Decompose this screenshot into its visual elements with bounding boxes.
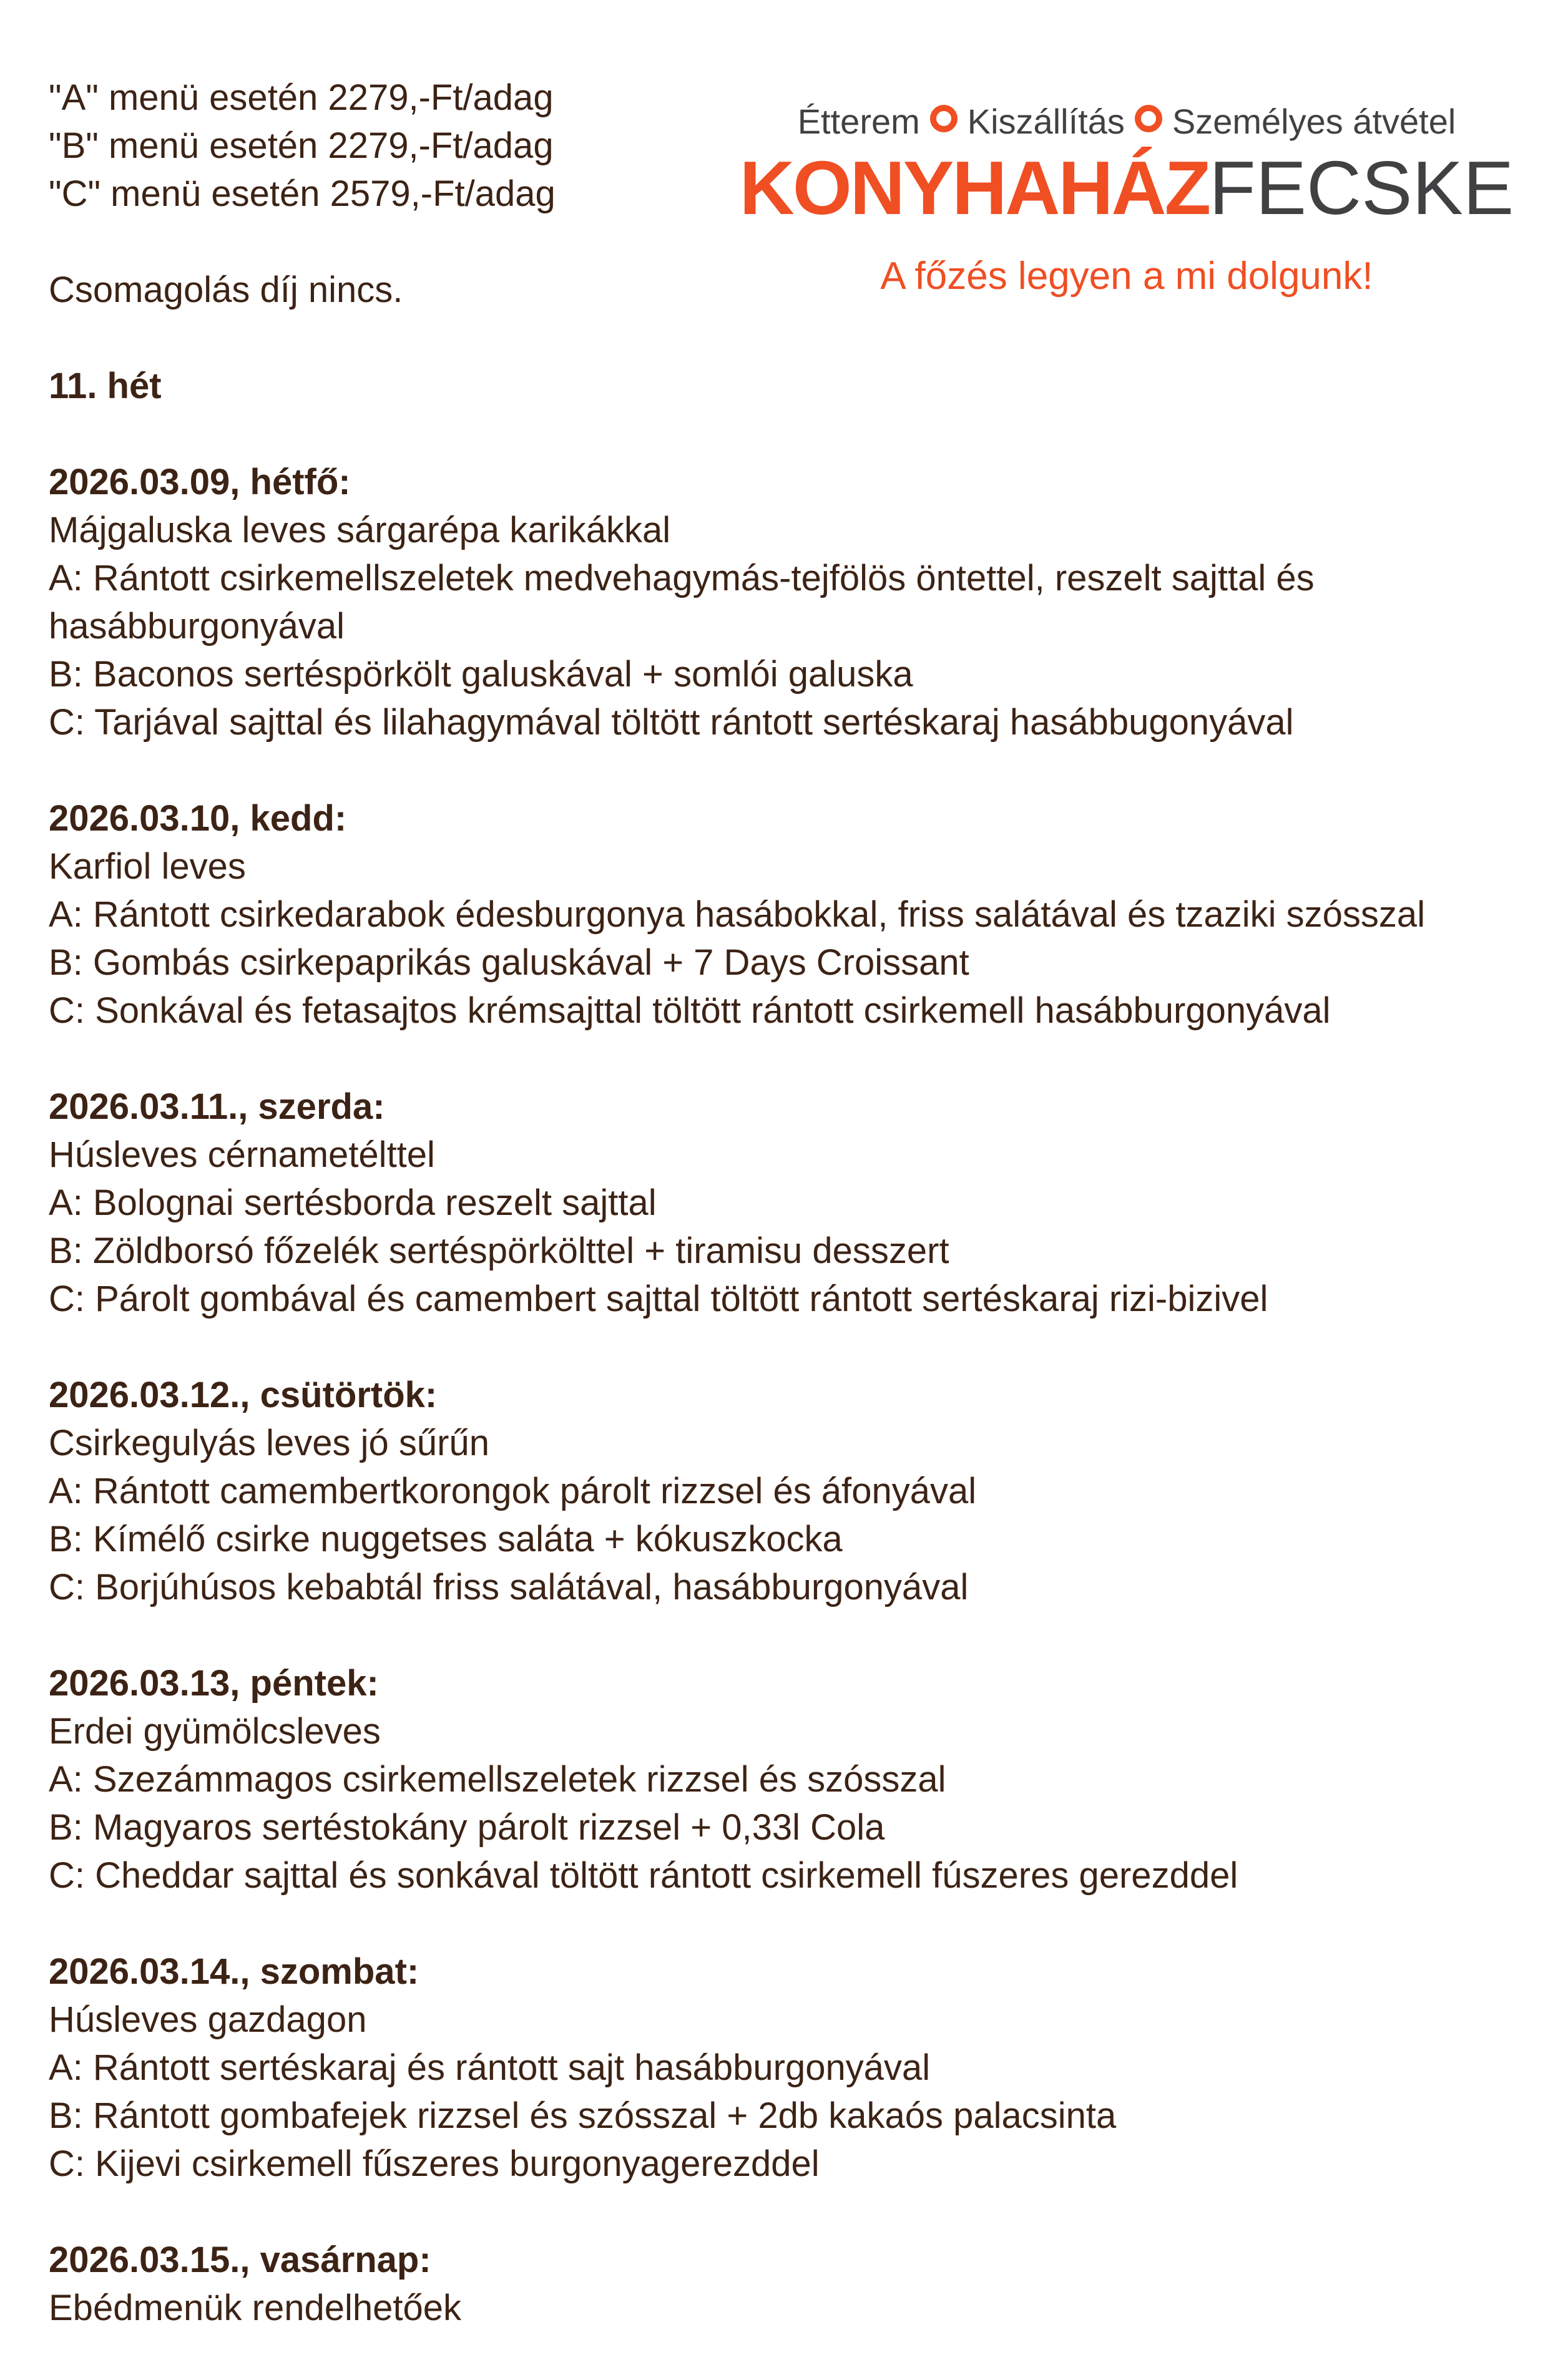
menu-flyer-content bbox=[49, 74, 1503, 2380]
day-date-heading: 2026.03.13, péntek: bbox=[49, 1663, 379, 1704]
day-date-heading: 2026.03.15., vasárnap: bbox=[49, 2240, 431, 2280]
price-list bbox=[49, 74, 1503, 218]
menu-item-line: A: Rántott csirkedarabok édesburgonya hasábokkal, friss salátával és tzaziki szósszal bbox=[49, 894, 1426, 935]
menu-item-line: C: Tarjával sajttal és lilahagymával töltött rántott sertéskaraj hasábbugonyával bbox=[49, 702, 1294, 743]
brand-primary-text: KONYHAHÁZ bbox=[739, 145, 1210, 230]
menu-item-line: Karfiol leves bbox=[49, 846, 246, 887]
menu-item-line: Csirkegulyás leves jó sűrűn bbox=[49, 1423, 489, 1463]
week-label: 11. hét bbox=[49, 366, 162, 406]
menu-item-line: Húsleves gazdagon bbox=[49, 1999, 367, 2040]
menu-item-line: C: Borjúhúsos kebabtál friss salátával, hasábburgonyával bbox=[49, 1567, 969, 1607]
menu-days bbox=[49, 458, 1503, 2332]
service-label-etterem: Étterem bbox=[797, 102, 920, 141]
menu-item-line: B: Rántott gombafejek rizzsel és szósszal + 2db kakaós palacsinta bbox=[49, 2095, 1117, 2136]
day-block bbox=[49, 1948, 1503, 2188]
day-block bbox=[49, 458, 1503, 746]
brand-tagline: A főzés legyen a mi dolgunk! bbox=[880, 255, 1373, 298]
day-block bbox=[49, 794, 1503, 1035]
menu-item-line: A: Bolognai sertésborda reszelt sajttal bbox=[49, 1183, 657, 1223]
menu-item-line: B: Baconos sertéspörkölt galuskával + somlói galuska bbox=[49, 654, 913, 695]
menu-item-line: A: Rántott sertéskaraj és rántott sajt hasábburgonyával bbox=[49, 2047, 931, 2088]
menu-item-line: A: Rántott csirkemellszeletek medvehagymás-tejfölös öntettel, reszelt sajttal és hasábburgonyával bbox=[49, 558, 1315, 646]
day-date-heading: 2026.03.14., szombat: bbox=[49, 1951, 419, 1992]
day-block bbox=[49, 1083, 1503, 1323]
price-line-b: "B" menü esetén 2279,-Ft/adag bbox=[49, 125, 554, 166]
menu-item-line: Erdei gyümölcsleves bbox=[49, 1711, 381, 1752]
menu-item-line: Májgaluska leves sárgarépa karikákkal bbox=[49, 510, 671, 550]
menu-item-line: Húsleves cérnametélttel bbox=[49, 1134, 435, 1175]
day-block bbox=[49, 1371, 1503, 1611]
menu-item-line: C: Sonkával és fetasajtos krémsajttal töltött rántott csirkemell hasábburgonyával bbox=[49, 990, 1331, 1031]
menu-item-line: A: Rántott camembertkorongok párolt rizzsel és áfonyával bbox=[49, 1471, 977, 1511]
menu-item-line: C: Kijevi csirkemell fűszeres burgonyagerezddel bbox=[49, 2143, 820, 2184]
menu-item-line: B: Gombás csirkepaprikás galuskával + 7 Days Croissant bbox=[49, 942, 969, 983]
day-block bbox=[49, 2236, 1503, 2332]
packaging-note: Csomagolás díj nincs. bbox=[49, 270, 403, 310]
service-label-kiszallitas: Kiszállítás bbox=[967, 102, 1125, 141]
menu-item-line: C: Cheddar sajttal és sonkával töltött rántott csirkemell fúszeres gerezddel bbox=[49, 1855, 1238, 1896]
price-line-c: "C" menü esetén 2579,-Ft/adag bbox=[49, 173, 556, 214]
day-date-heading: 2026.03.12., csütörtök: bbox=[49, 1375, 438, 1415]
menu-item-line: B: Zöldborsó főzelék sertéspörkölttel + tiramisu desszert bbox=[49, 1231, 949, 1271]
menu-item-line: B: Magyaros sertéstokány párolt rizzsel + 0,33l Cola bbox=[49, 1807, 885, 1848]
day-date-heading: 2026.03.10, kedd: bbox=[49, 798, 347, 839]
service-label-szemelyes-atvetel: Személyes átvétel bbox=[1172, 102, 1456, 141]
day-date-heading: 2026.03.11., szerda: bbox=[49, 1086, 385, 1127]
day-date-heading: 2026.03.09, hétfő: bbox=[49, 462, 351, 502]
day-block bbox=[49, 1659, 1503, 1900]
brand-secondary-text: FECSKE bbox=[1209, 145, 1514, 230]
price-line-a: "A" menü esetén 2279,-Ft/adag bbox=[49, 77, 554, 118]
menu-item-line: C: Párolt gombával és camembert sajttal töltött rántott sertéskaraj rizi-bizivel bbox=[49, 1279, 1268, 1319]
menu-item-line: A: Szezámmagos csirkemellszeletek rizzsel és szósszal bbox=[49, 1759, 946, 1800]
menu-item-line: B: Kímélő csirke nuggetses saláta + kókuszkocka bbox=[49, 1519, 843, 1559]
menu-item-line: Ebédmenük rendelhetőek bbox=[49, 2288, 462, 2328]
